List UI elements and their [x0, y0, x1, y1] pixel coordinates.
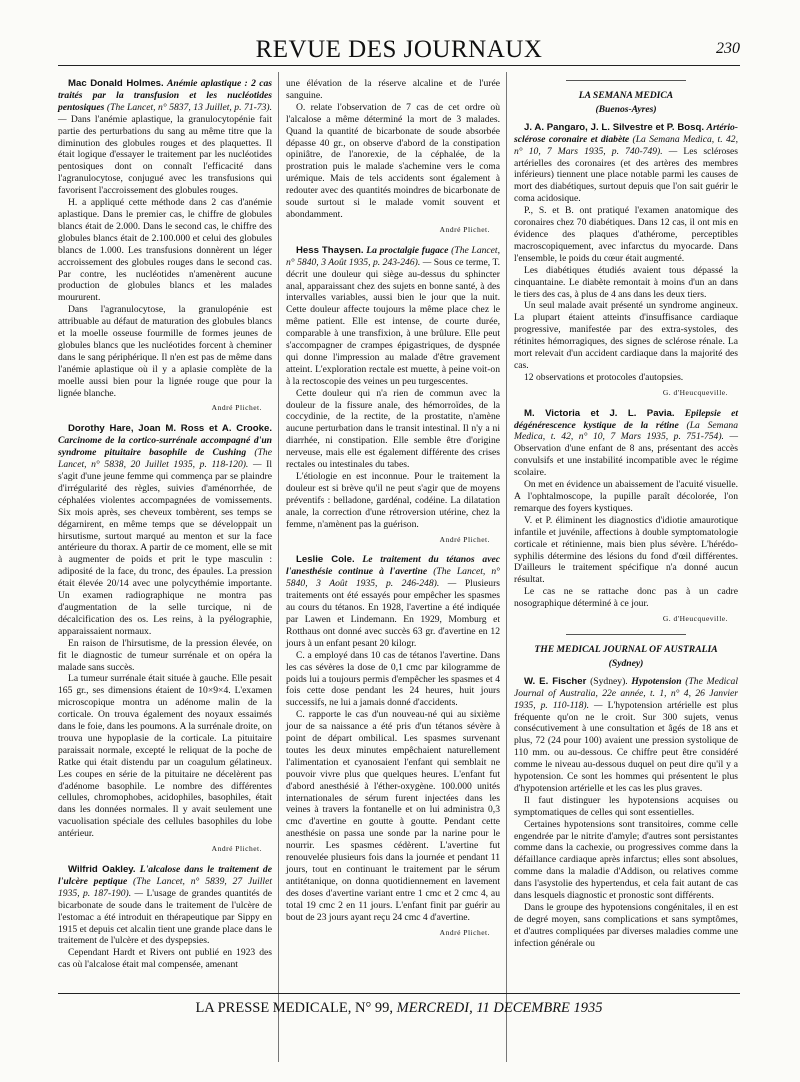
journal-section-title: REVUE DES JOURNAUX [255, 36, 543, 63]
article-paragraph: 12 observations et protocoles d'autopsies. [524, 371, 684, 383]
article-source: (La Semana Medica, t. 42, n° 10, 7 Mars 1935, p. 751-754). — [514, 419, 738, 443]
page-number: 230 [716, 40, 740, 57]
article-paragraph: O. relate l'observation de 7 cas de cet ordre où l'alcalose a même déterminé la mort de 3 malades. Quand la quantité de bicarbonate de soude absorbée dépasse 40 gr., on observe d'abord de la constipation opiniâtre, de l'anorexie, de la céphalée, de la prostration puis le malade s'achemine vers le coma urémique. Mais de tels accidents sont également à redouter avec des quantités moindres de bicarbonate de soude surtout si le malade vomit souvent et abondamment. [286, 101, 500, 220]
article-source: (The Lancet, n° 5837, 13 Juillet, p. 71-73). — [58, 101, 272, 125]
header-rule [58, 65, 740, 66]
column-divider [506, 72, 507, 1062]
article-author: Wilfrid Oakley. [68, 864, 136, 875]
article-paragraph: La tumeur surrénale était située à gauche. Elle pesait 165 gr., ses dimensions étaient de 10×9×4. L'examen microscopique montra un adénome malin de la corticale. On trouva également des noyaux essaimés dans le foie, dans les poumons. A la surrénale droite, on trouva une hypoplasie de la corticale. La pituitaire paraissait normale, excepté le reliquat de la poche de Ratke qui était distendu par un coagulum gélatineux. Les coupes en série de la pituitaire ne décelèrent pas d'adénome basophile. Le nombre des différentes cellules, chromophobes, acidophiles, basophiles, était dans les données normales. Il y avait seulement une vacuolisation spéciale des cellules basophiles du lobe antérieur. [58, 673, 272, 840]
article-signature: André Plichet. [211, 403, 262, 413]
footer-rule [58, 993, 740, 994]
article-signature: G. d'Heucqueville. [662, 614, 728, 624]
article-paragraph: Cependant Hardt et Rivers ont publié en 1923 des cas où l'alcalose était mal compensée, amenant [58, 947, 272, 971]
article-paragraph: Plusieurs traitements ont été essayés pour empêcher les spasmes au cours du tétanos. En 1928, l'avertine a été indiquée par Lawen et Lindemann. En 1929, Momburg et Rotthaus ont donné avec succès 63 gr. d'avertine en 12 jours à un enfant pesant 20 kilogr. [286, 578, 500, 649]
article-paragraph: L'étiologie en est inconnue. Pour le traitement la douleur est si brève qu'il ne peut s'agir que de moyens préventifs : belladone, gardénal, codéine. La dilatation anale, la correction d'une rétroversion utérine, chez la femme, n'amènent pas la guérison. [286, 471, 500, 530]
article-paragraph: Cette douleur qui n'a rien de commun avec la douleur de la fissure anale, des hémorroïdes, de la coccydinie, de la rectite, de la prostatite, n'amène aucune perturbation dans le transit intestinal. Il n'y a ni diarrhée, ni constipation. Elle semble être d'origine nerveuse, mais elle est également différente des crises rectales ou intestinales du tabes. [286, 387, 500, 471]
article-signature: André Plichet. [439, 224, 490, 234]
article-signature: André Plichet. [439, 534, 490, 544]
article-author: Mac Donald Holmes. [68, 78, 164, 89]
article-title: Epilepsie et dégénérescence kystique de la rétine [514, 407, 739, 431]
article-paragraph: Dans le groupe des hypotensions congénitales, il en est de degré moyen, sans complications et sans symptômes, et d'autres compliquées par diverses maladies comme une infection générale ou [514, 902, 738, 949]
article-heading [58, 78, 272, 197]
article-paragraph: Le cas ne se rattache donc pas à un cadre nosographique déterminé à ce jour. [514, 586, 738, 610]
article-source: (The Medical Journal of Australia, 22e année, t. 1, n° 4, 26 Janvier 1935, p. 110-118). — [514, 675, 739, 711]
journal-place: (Sydney) [608, 657, 644, 669]
page-footer [58, 1000, 740, 1017]
article-paragraph: Il s'agit d'une jeune femme qui commença par se plaindre d'irrégularité des règles, suivies d'aménorrhée, de céphalées violentes accompagnées de vomissements. Six mois après, ses cheveux tombèrent, ses temps se dégarnirent, en même temps que se développait un hirsutisme, surtout marqué au menton et sur la face antérieure du thorax. A partir de ce moment, elle se mit à augmenter de poids et prit le type masculin : adiposité de la face, du tronc, des épaules. La pression était élevée 20/14 avec une polycythémie importante. Un examen radiographique ne montra pas d'augmentation de la selle turcique, ni de décalcification des os. Les reins, à la pyélographie, apparaissaient normaux. [58, 459, 273, 637]
page-header [58, 30, 740, 64]
article-heading [286, 245, 500, 388]
article-paragraph: Les scléroses artérielles des coronaires (et des artères des membres inférieurs) tiennent une place notable parmi les causes de mort des diabétiques, surtout depuis que l'on sait guérir le coma acidosique. [514, 145, 738, 205]
article-paragraph: Dans l'anémie aplastique, la granulocytopénie fait partie des perturbations du sang au même titre que la diminution des globules rouges et des plaquettes. Il était logique d'essayer le traitement par les nucléotides pentosiques dont on connaît l'efficacité dans l'agranulocytose, conjugué avec les transfusions qui favorisent l'accroissement des globules rouges. [58, 113, 272, 197]
column-divider [278, 72, 279, 1062]
article-author: Dorothy Hare, Joan M. Ross et A. Crooke. [68, 423, 272, 435]
journal-name: THE MEDICAL JOURNAL OF AUSTRALIA [534, 643, 718, 655]
section-rule [566, 634, 686, 635]
article-title: Le traitement du tétanos avec l'anesthésie continue à l'avertine [286, 554, 500, 578]
article-paragraph: une élévation de la réserve alcaline et de l'urée sanguine. [286, 78, 500, 101]
article-paragraph: C. rapporte le cas d'un nouveau-né qui au sixième jour de sa naissance a été pris d'un tétanos sévère à point de départ ombilical. Les spasmes survenant toutes les deux minutes empêchaient naturellement l'alimentation et cyanosaient l'enfant qui semblait ne pouvoir vivre plus que quelques heures. L'enfant fut d'abord anesthésié à l'éther-oxygène. 100.000 unités internationales de sérum furent injectées dans les veines à travers la fontanelle et on lui administra 0,3 cmc d'avertine en goutte à goutte. Pendant cette anesthésie on passa une sonde par la narine pour le nourrir. Les spasmes cédèrent. L'avertine fut renouvelée plusieurs fois dans la journée et pendant 11 jours, tout en continuant le traitement par le sérum antitétanique, on donna quotidiennement en lavement des doses d'avertine variant entre 1 cmc et 2 cmc 4, au total 19 cmc 2 en 11 jours. L'enfant finit par guérir au bout de 23 jours ayant reçu 24 cmc 4 d'avertine. [286, 709, 500, 923]
column-2 [286, 78, 500, 947]
journal-place: (Buenos-Ayres) [595, 103, 657, 115]
section-rule [566, 80, 686, 81]
article-source: (The Lancet, n° 5838, 20 Juillet 1935, p. 118-120). — [58, 447, 272, 471]
article-source: (The Lancet, n° 5840, 3 Août 1935, p. 246-248). — [286, 566, 500, 590]
article-heading [514, 676, 738, 795]
article-author-place: (Sydney). [590, 675, 628, 687]
article-paragraph: Sous ce terme, T. décrit une douleur qui siège au-dessus du sphincter anal, apparaissant chez des sujets en bonne santé, à des intervalles variables, aussi bien le jour que la nuit. Cette douleur affecte toujours la même place chez le même patient. Elle est intense, de courte durée, comparable à une transfixion, à une brûlure. Elle peut s'accompagner de crampes épigastriques, de dyspnée qui donne l'impression au malade d'être gravement atteint. L'exploration rectale est muette, à peine voit-on à la rectoscopie des veines un peu turgescentes. [286, 256, 500, 387]
article-author: Leslie Cole. [296, 554, 355, 566]
article-signature: André Plichet. [211, 844, 262, 854]
article-paragraph: On met en évidence un abaissement de l'acuité visuelle. A l'ophtalmoscope, la pupille paraît décolorée, l'on remarque des foyers kystiques. [514, 479, 738, 514]
article-author: J. A. Pangaro, J. L. Silvestre et P. Bosq. [524, 121, 705, 133]
article-title: Carcinome de la cortico-surrénale accompagné d'un syndrome pituitaire basophile de Cushing [58, 435, 272, 459]
article-paragraph: Certaines hypotensions sont transitoires, comme celle engendrée par le nitrite d'amyle; d'autres sont persistantes comme dans la cachexie, ou progressives comme dans la défaillance cardiaque après infarctus; elles sont absolues, comme dans la maladie d'Addison, ou relatives comme dans l'asystolie des hypertendus, et cela fait autant de cas dans lesquels diagnostic et pronostic sont différents. [514, 818, 738, 902]
article-source: (La Semana Medica, t. 42, n° 10, 7 Mars 1935, p. 740-749). — [514, 133, 738, 157]
article-heading [514, 408, 738, 479]
article-paragraph: Un seul malade avait présenté un syndrome angineux. La plupart étaient atteints d'insuffisance cardiaque progressive, manifestée par des extra-systoles, des rétinites hémorragiques, des signes de sclérose rénale. La mort relevait d'un accident cardiaque dans la majorité des cas. [514, 300, 738, 371]
article-paragraph: P., S. et B. ont pratiqué l'examen anatomique des coronaires chez 70 diabétiques. Dans 12 cas, il ont mis en évidence des plaques d'athérome, perceptibles macroscopiquement, avec infarctus du myocarde. Dans l'ensemble, le poids du cœur était augmenté. [514, 205, 738, 264]
article-title: Artério-sclérose coronaire et diabète [514, 121, 738, 145]
article-paragraph: L'hypotension artérielle est plus fréquente qu'on ne le croit. Sur 300 sujets, venus consécutivement à une consultation et âgés de 18 ans et plus, 72 (24 pour 100) avaient une pression systolique de 110 mm. ou au-dessous. Ce chiffre peut être considéré comme le niveau au-dessous duquel on peut dire qu'il y a hypotension. Ce sont les hommes qui présentent le plus d'hypotension artérielle et les cas les plus graves. [514, 699, 738, 794]
journal-name: LA SEMANA MEDICA [578, 90, 674, 101]
article-source: (The Lancet, n° 5840, 3 Août 1935, p. 243-246). — [286, 244, 500, 268]
article-title: Hypotension [631, 675, 682, 687]
article-paragraph: L'usage de grandes quantités de bicarbonate de soude dans le traitement de l'ulcère de l'estomac a été introduit en thérapeutique par Sippy en 1915 et depuis cet alcalin tient une grande place dans le traitement de l'ulcère et des dyspepsies. [58, 887, 272, 947]
article-heading [286, 554, 500, 649]
article-paragraph: Dans l'agranulocytose, la granulopénie est attribuable au défaut de maturation des globules blancs et la moelle osseuse fourmille de formes jeunes de globules blancs que les nucléotides forcent à cheminer dans le sang périphérique. Il n'en est pas de même dans l'anémie aplastique où il y a aplasie complète de la moelle aussi bien pour la lignée rouge que pour la lignée blanche. [58, 304, 272, 399]
article-source: (The Lancet, n° 5839, 27 Juillet 1935, p. 187-190). — [58, 875, 272, 899]
article-author: Hess Thaysen. [296, 244, 364, 256]
article-paragraph: V. et P. éliminent les diagnostics d'idiotie amaurotique infantile et juvénile, affections à double symptomatologie corticale et rétinienne, mais bien plus sévère. L'hérédo-syphilis détermine des lésions du fond d'œil différentes. D'ailleurs le traitement spécifique n'a donné aucun résultat. [514, 514, 738, 586]
article-heading [514, 122, 738, 205]
article-heading [58, 864, 272, 947]
footer-date: MERCREDI, 11 DECEMBRE 1935 [396, 1000, 603, 1016]
article-paragraph: Les diabétiques étudiés avaient tous dépassé la cinquantaine. Le diabète remontait à moins d'un an dans le tiers des cas, à plus de 4 ans dans les deux tiers. [514, 264, 738, 300]
article-title: La proctalgie fugace [366, 244, 449, 256]
article-signature: André Plichet. [439, 927, 490, 937]
column-3 [514, 78, 738, 950]
article-heading [58, 423, 272, 637]
article-paragraph: Observation d'une enfant de 8 ans, présentant des accès convulsifs et une instabilité incompatible avec le régime scolaire. [514, 443, 738, 479]
article-paragraph: En raison de l'hirsutisme, de la pression élevée, on fit le diagnostic de tumeur surrénale et on opéra la malade sans succès. [58, 637, 272, 673]
article-paragraph: Il faut distinguer les hypotensions acquises ou symptomatiques de celles qui sont essentielles. [514, 794, 738, 818]
article-signature: G. d'Heucqueville. [662, 387, 728, 397]
article-title: Anémie aplastique : 2 cas traités par la transfusion et les nucléotides pentosiques [58, 78, 272, 113]
article-author: W. E. Fischer [524, 675, 587, 687]
article-paragraph: C. a employé dans 10 cas de tétanos l'avertine. Dans les cas sévères la dose de 0,1 cmc par kilogramme de poids lui a toujours permis d'empêcher les spasmes et 4 fois cette dose pendant les 24 heures, huit jours successifs, ne lui a jamais donné d'accidents. [286, 649, 500, 709]
article-paragraph: H. a appliqué cette méthode dans 2 cas d'anémie aplastique. Dans le premier cas, le chiffre de globules blancs était de 2.000. Dans le second cas, le chiffre des globules blancs était de 2.100.000 et celui des globules blancs de 1.000. Les transfusions donnèrent un léger accroissement des globules rouges dans le second cas. Par contre, les nucléotides n'amenèrent aucune production de globules blancs et les malades moururent. [58, 197, 272, 304]
footer-journal: LA PRESSE MEDICALE, N° 99, [195, 1000, 393, 1016]
column-1 [58, 78, 272, 971]
article-title: L'alcalose dans le traitement de l'ulcère peptique [58, 864, 272, 887]
article-author: M. Victoria et J. L. Pavia. [524, 407, 675, 419]
